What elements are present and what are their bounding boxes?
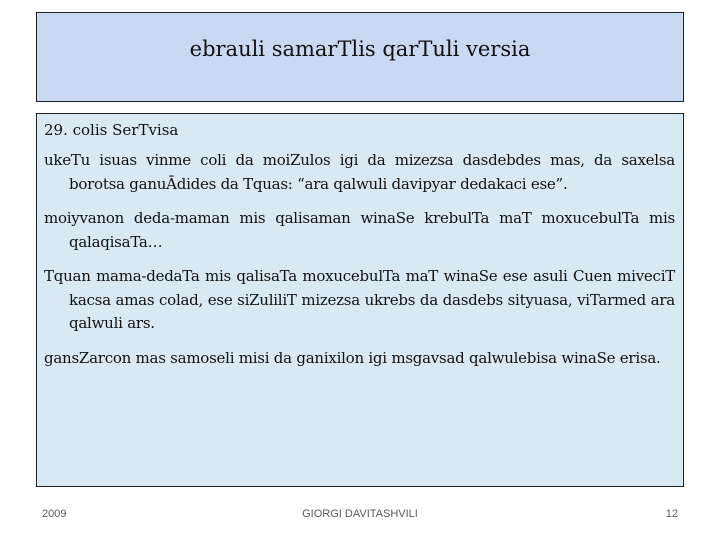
content-box [36, 113, 684, 487]
paragraph: moiyvanon deda-maman mis qalisaman winaSe krebulTa maT moxucebulTa mis qalaqisaTa… [44, 209, 675, 251]
slide-title: ebrauli samarTlis qarTuli versia [189, 37, 531, 61]
paragraph: ukeTu isuas vinme coli da moiZulos igi da mizezsa dasdebdes mas, da saxelsa borotsa ganuĀdides da Tquas: “ara qalwuli davipyar dedakaci ese”. [44, 151, 675, 193]
footer-date: 2009 [42, 508, 67, 520]
paragraph: Tquan mama-dedaTa mis qalisaTa moxucebulTa maT winaSe ese asuli Cuen miveciT kacsa amas colad, ese siZuliliT mizezsa ukrebs da dasdebs sityuasa, viTarmed ara qalwuli ars. [44, 267, 675, 332]
section-heading: 29. colis SerTvisa [44, 121, 179, 139]
footer-author: GIORGI DAVITASHVILI [302, 508, 418, 520]
footer-page-number: 12 [665, 508, 678, 520]
paragraph: gansZarcon mas samoseli misi da ganixilon igi msgavsad qalwulebisa winaSe erisa. [44, 348, 661, 367]
title-box [36, 12, 684, 102]
